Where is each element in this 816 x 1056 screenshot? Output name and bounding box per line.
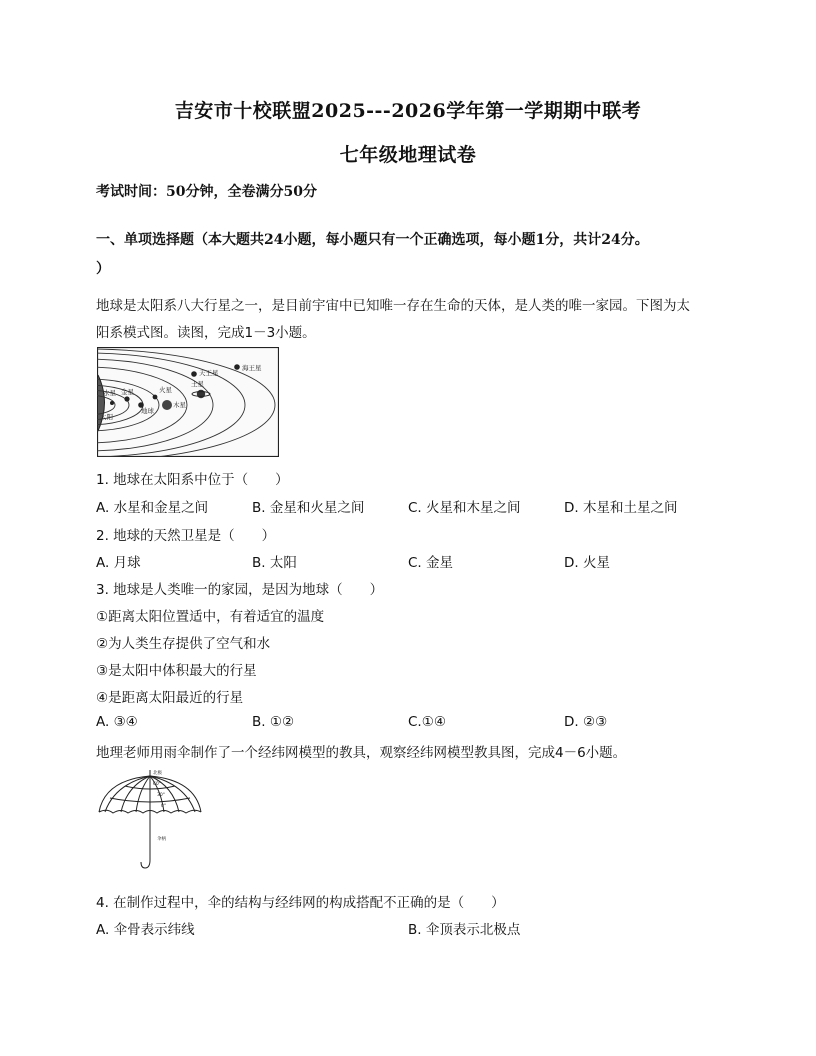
label-saturn: 土星 [191, 380, 204, 388]
exam-info: 考试时间：50分钟，全卷满分50分 [96, 184, 317, 200]
jupiter-mark [162, 400, 172, 410]
label-neptune: 海王星 [242, 364, 262, 372]
intro-paragraph-2: 地理老师用雨伞制作了一个经纬网模型的教具，观察经纬网模型教具图，完成4－6小题。 [96, 745, 627, 761]
q4-option-a: A. 伞骨表示纬线 [96, 922, 195, 938]
section-heading: 一、单项选择题（本大题共24小题，每小题只有一个正确选项，每小题1分，共计24分。 [96, 232, 649, 248]
intro-paragraph-line2: 阳系模式图。读图，完成1－3小题。 [96, 325, 316, 341]
label-venus: 金星 [121, 388, 134, 396]
umbrella-globe-model [95, 768, 205, 874]
q3-statement-2: ②为人类生存提供了空气和水 [96, 636, 271, 652]
q3-option-a: A. ③④ [96, 714, 138, 730]
mars-mark [153, 395, 158, 400]
section-heading-end: ） [96, 261, 110, 277]
solar-system-diagram [97, 347, 279, 457]
label-uranus: 天王星 [199, 369, 219, 377]
uranus-mark [191, 371, 197, 377]
q1-option-c: C. 火星和木星之间 [408, 500, 521, 516]
q2-option-b: B. 太阳 [252, 555, 297, 571]
label-sun: 太阳 [100, 413, 113, 421]
umbrella-label-handle: 伞柄 [157, 837, 166, 842]
umbrella-label-30: 30° [157, 793, 165, 798]
q3-statement-1: ①距离太阳位置适中，有着适宜的温度 [96, 609, 325, 625]
question-2-stem: 2. 地球的天然卫星是（ ） [96, 528, 276, 544]
q3-option-b: B. ①② [252, 714, 295, 730]
q1-option-d: D. 木星和土星之间 [564, 500, 678, 516]
q1-option-b: B. 金星和火星之间 [252, 500, 365, 516]
q1-option-a: A. 水星和金星之间 [96, 500, 209, 516]
mercury-mark [110, 401, 114, 405]
label-mars: 火星 [159, 386, 172, 394]
q2-option-a: A. 月球 [96, 555, 141, 571]
intro-paragraph: 地球是太阳系八大行星之一，是目前宇宙中已知唯一存在生命的天体，是人类的唯一家园。下图为太 [96, 298, 690, 314]
umbrella-label-0: 0° [161, 804, 167, 809]
q2-option-c: C. 金星 [408, 555, 454, 571]
q2-option-d: D. 火星 [564, 555, 610, 571]
venus-mark [124, 396, 129, 401]
question-3-stem: 3. 地球是人类唯一的家园，是因为地球（ ） [96, 582, 384, 598]
label-earth: 地球 [141, 407, 154, 415]
q3-statement-3: ③是太阳中体积最大的行星 [96, 663, 257, 679]
question-4-stem: 4. 在制作过程中，伞的结构与经纬网的构成搭配不正确的是（ ） [96, 895, 505, 911]
exam-title: 吉安市十校联盟2025---2026学年第一学期期中联考 [174, 100, 642, 122]
q3-option-d: D. ②③ [564, 714, 608, 730]
question-1-stem: 1. 地球在太阳系中位于（ ） [96, 472, 289, 488]
exam-subtitle: 七年级地理试卷 [339, 144, 477, 166]
q3-statement-4: ④是距离太阳最近的行星 [96, 690, 244, 706]
label-mercury: 水星 [103, 389, 116, 397]
label-jupiter: 木星 [173, 401, 186, 409]
umbrella-label-60: 60° [153, 782, 161, 787]
neptune-mark [234, 364, 240, 370]
q3-option-c: C.①④ [408, 714, 446, 730]
q4-option-b: B. 伞顶表示北极点 [408, 922, 521, 938]
umbrella-label-north-pole: 北极 [153, 771, 162, 776]
